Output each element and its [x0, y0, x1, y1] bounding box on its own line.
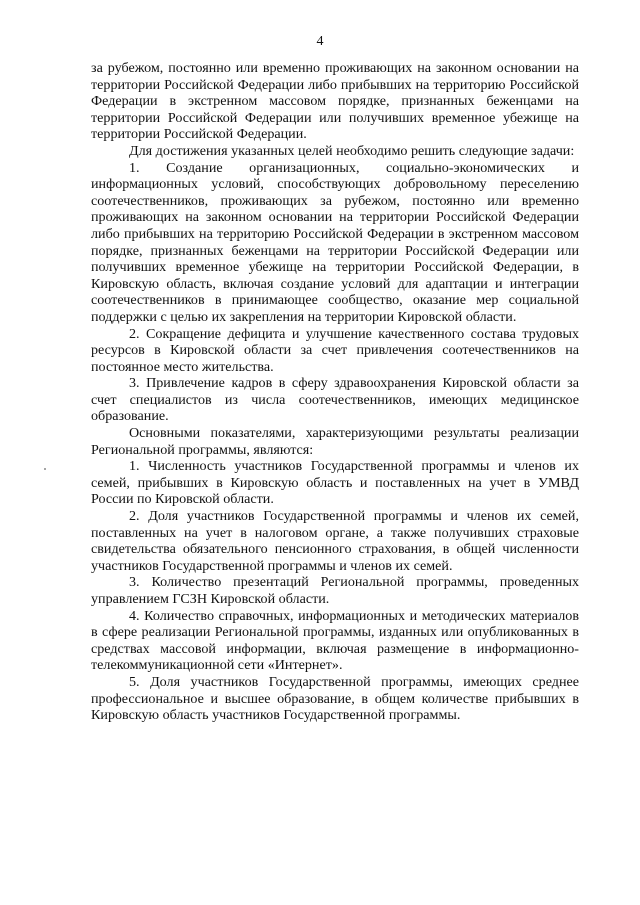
paragraph: 4. Количество справочных, информационных и методических материалов в сфере реализации Региональной программы, изданных или опубликованных в средствах массовой информации, включая размещение в информационно-телекоммуникационной сети «Интернет». [91, 607, 579, 674]
paragraph: Основными показателями, характеризующими результаты реализации Региональной программы, являются: [91, 425, 579, 458]
paragraph: 3. Количество презентаций Региональной программы, проведенных управлением ГСЗН Кировской области. [91, 574, 579, 607]
paragraph: Для достижения указанных целей необходимо решить следующие задачи: [129, 142, 575, 159]
paragraph: 2. Доля участников Государственной программы и членов их семей, поставленных на учет в налоговом органе, а также получивших страховые свидетельства обязательного пенсионного страхования, в общей численности участников Государственной программы и членов их семей. [91, 508, 579, 574]
paragraph: 3. Привлечение кадров в сферу здравоохранения Кировской области за счет специалистов из числа соотечественников, имеющих медицинское образование. [91, 375, 579, 425]
paragraph: 5. Доля участников Государственной программы, имеющих среднее профессиональное и высшее образование, в общем количестве прибывших в Кировскую область участников Государственной программы. [91, 673, 579, 724]
margin-mark [44, 468, 46, 470]
paragraph: 1. Численность участников Государственной программы и членов их семей, прибывших в Кировскую область и поставленных на учет в УМВД России по Кировской области. [91, 458, 579, 508]
paragraph: 2. Сокращение дефицита и улучшение качественного состава трудовых ресурсов в Кировской области за счет привлечения соотечественников на постоянное место жительства. [91, 325, 579, 375]
paragraph: за рубежом, постоянно или временно проживающих на законном основании на территории Российской Федерации либо прибывших на территорию Российской Федерации в экстренном массовом порядке, признанных беженцами на территории Российской Федерации или получивших временное убежище на территории Российской Федерации. [91, 60, 579, 143]
document-body [91, 60, 579, 724]
paragraph: 1. Создание организационных, социально-экономических и информационных условий, способствующих добровольному переселению соотечественников, проживающих за рубежом, постоянно или временно проживающих на законном основании на территории Российской Федерации либо прибывших на территорию Российской Федерации в экстренном массовом порядке, признанных беженцами на территории Российской Федерации или получивших временное убежище на территории Российской Федерации, в Кировскую область, включая создание условий для адаптации и интеграции соотечественников в принимающее сообщество, оказание мер социальной поддержки с целью их закрепления на территории Кировской области. [91, 159, 579, 325]
page-number: 4 [316, 34, 324, 49]
